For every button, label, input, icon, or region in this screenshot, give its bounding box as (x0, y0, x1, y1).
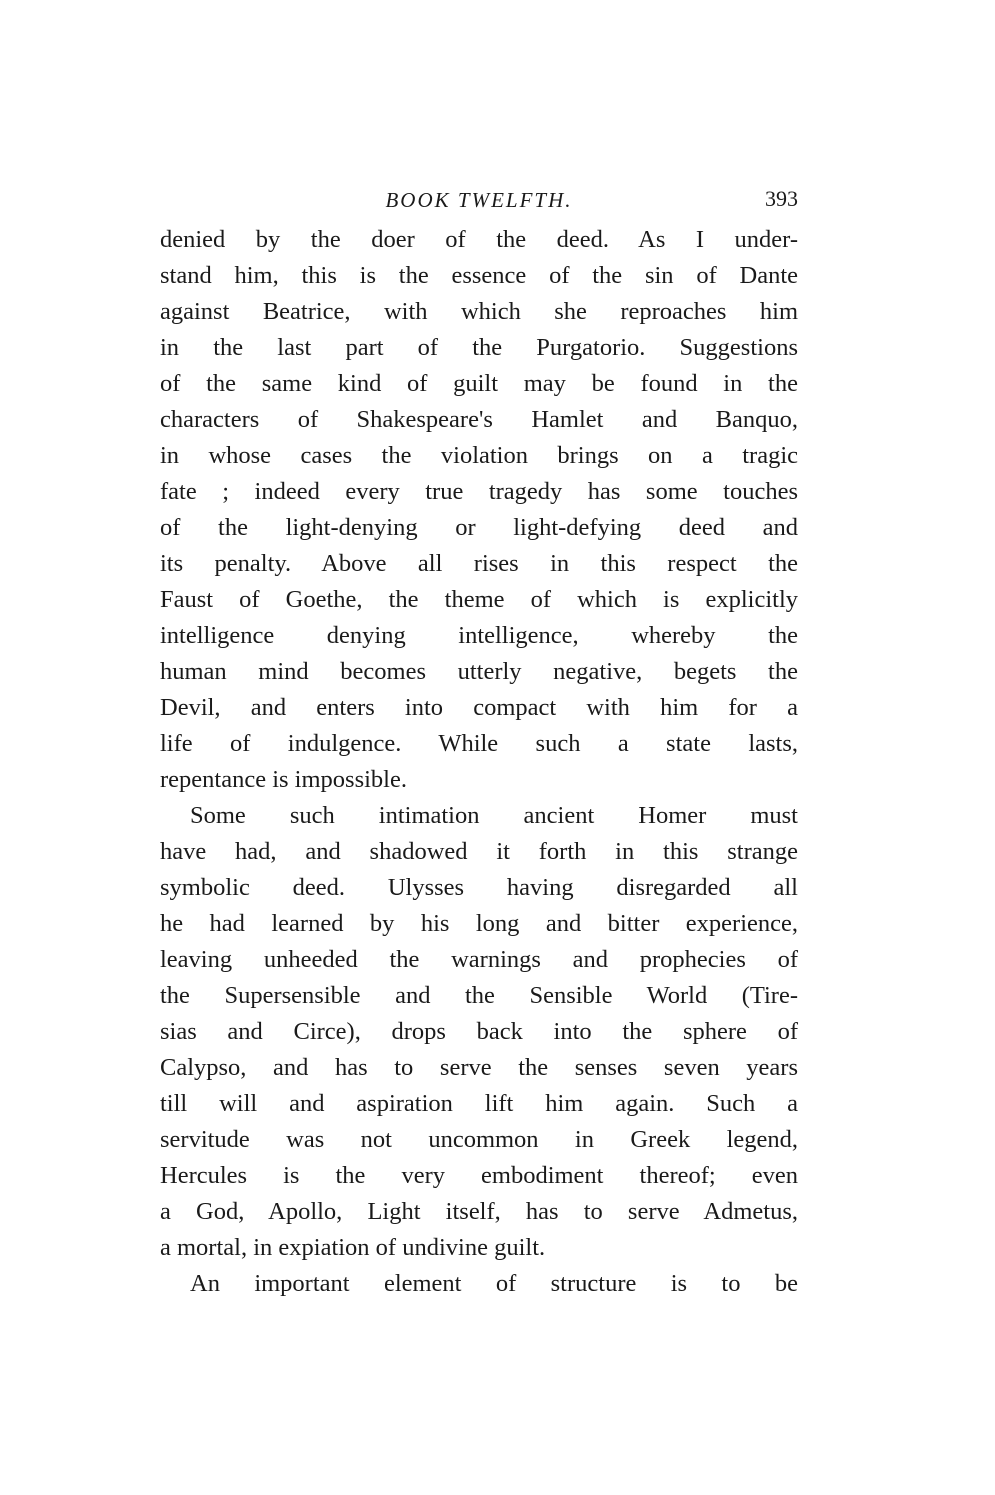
text-line: denied by the doer of the deed. As I under- (160, 226, 798, 253)
text-line: its penalty. Above all rises in this respect the (160, 550, 798, 577)
text-line: characters of Shakespeare's Hamlet and Banquo, (160, 406, 798, 433)
text-line: have had, and shadowed it forth in this strange (160, 838, 798, 865)
paragraph (160, 222, 798, 798)
paragraph (160, 798, 798, 1266)
text-line: An important element of structure is to be (190, 1270, 798, 1297)
page-number: 393 (765, 186, 798, 211)
text-line: fate ; indeed every true tragedy has some touches (160, 478, 798, 505)
text-line: of the same kind of guilt may be found in the (160, 370, 798, 397)
text-line: symbolic deed. Ulysses having disregarded all (160, 874, 798, 901)
running-title: BOOK TWELFTH. (385, 188, 573, 212)
text-line: he had learned by his long and bitter experience, (160, 910, 798, 937)
text-line: Calypso, and has to serve the senses seven years (160, 1054, 798, 1081)
text-line: till will and aspiration lift him again. Such a (160, 1090, 798, 1117)
text-line: a God, Apollo, Light itself, has to serve Admetus, (160, 1198, 798, 1225)
text-line: in whose cases the violation brings on a tragic (160, 442, 798, 469)
text-line: Some such intimation ancient Homer must (190, 802, 798, 829)
text-line: stand him, this is the essence of the sin of Dante (160, 262, 798, 289)
text-line: against Beatrice, with which she reproaches him (160, 298, 798, 325)
text-line: servitude was not uncommon in Greek legend, (160, 1126, 798, 1153)
text-line: life of indulgence. While such a state lasts, (160, 730, 798, 757)
text-line: Faust of Goethe, the theme of which is explicitly (160, 586, 798, 613)
text-line: of the light-denying or light-defying deed and (160, 514, 798, 541)
text-line: intelligence denying intelligence, whereby the (160, 622, 798, 649)
text-line: human mind becomes utterly negative, begets the (160, 658, 798, 685)
text-line: Hercules is the very embodiment thereof; even (160, 1162, 798, 1189)
text-line: a mortal, in expiation of undivine guilt. (160, 1234, 546, 1261)
book-page (160, 182, 798, 1302)
running-header (160, 182, 798, 222)
text-line: the Supersensible and the Sensible World (Tire- (160, 982, 798, 1009)
text-line: sias and Circe), drops back into the sphere of (160, 1018, 798, 1045)
text-line: repentance is impossible. (160, 766, 407, 793)
text-line: Devil, and enters into compact with him for a (160, 694, 798, 721)
paragraph (160, 1266, 798, 1302)
text-line: leaving unheeded the warnings and prophecies of (160, 946, 798, 973)
body-text (160, 222, 798, 1302)
text-line: in the last part of the Purgatorio. Suggestions (160, 334, 798, 361)
